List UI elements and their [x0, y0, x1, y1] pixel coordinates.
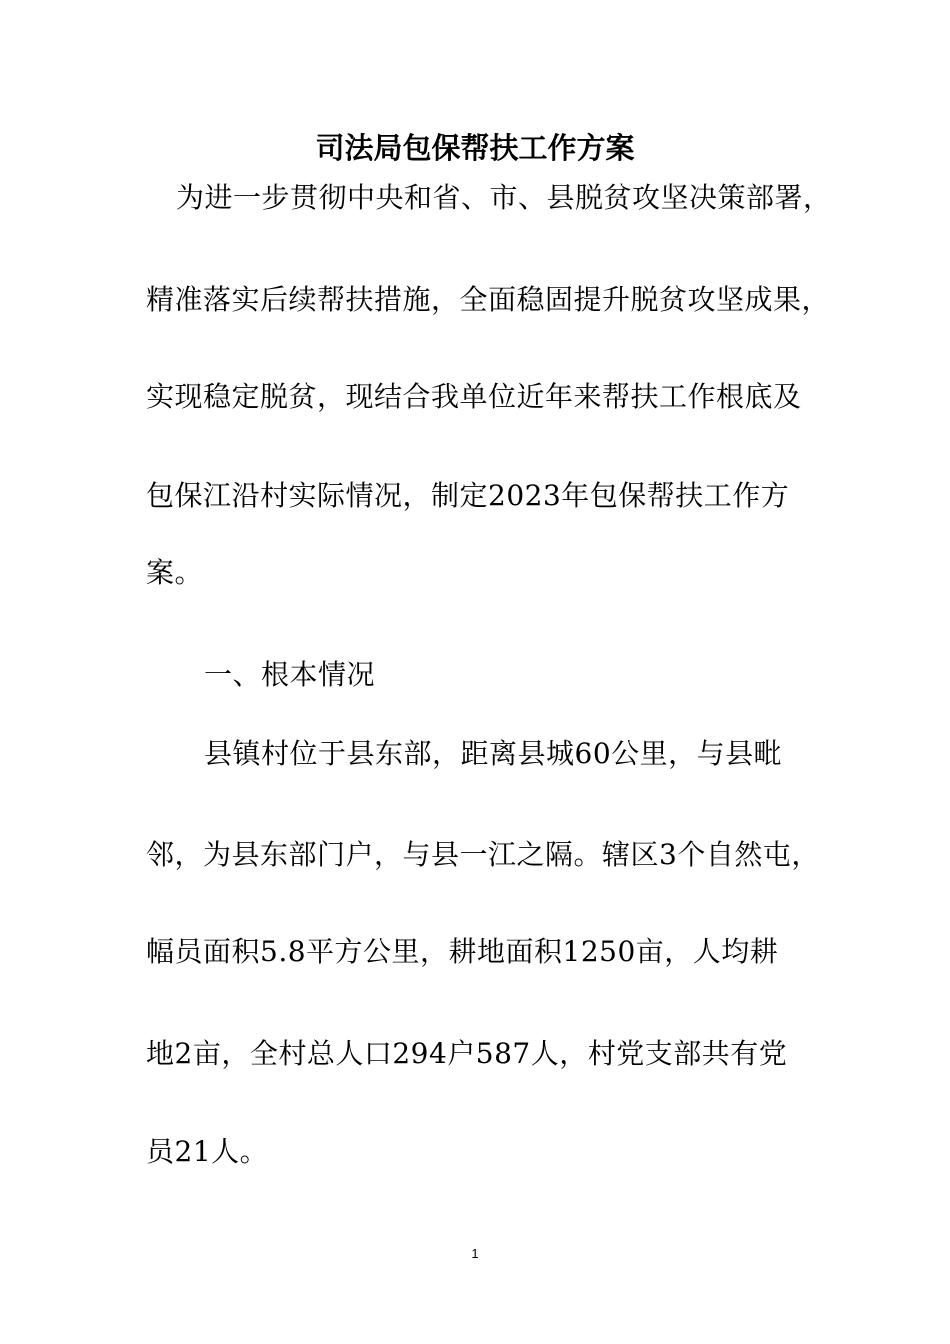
paragraph-line: 实现稳定脱贫，现结合我单位近年来帮扶工作根底及 [146, 380, 802, 413]
paragraph-line: 县镇村位于县东部，距离县城60公里，与县毗 [204, 737, 783, 770]
paragraph-line: 幅员面积5.8平方公里，耕地面积1250亩，人均耕 [146, 935, 779, 968]
paragraph-line: 包保江沿村实际情况，制定2023年包保帮扶工作方 [146, 479, 790, 512]
paragraph-line: 案。 [146, 556, 204, 589]
paragraph-line: 邻，为县东部门户，与县一江之隔。辖区3个自然屯， [146, 838, 820, 871]
document-title: 司法局包保帮扶工作方案 [315, 131, 635, 165]
paragraph-line: 精准落实后续帮扶措施，全面稳固提升脱贫攻坚成果， [146, 283, 831, 316]
paragraph-line: 地2亩，全村总人口294户587人，村党支部共有党 [146, 1037, 788, 1070]
paragraph-line: 为进一步贯彻中央和省、市、县脱贫攻坚决策部署， [176, 181, 832, 214]
page-number: 1 [471, 1246, 479, 1261]
section-heading: 一、根本情况 [204, 658, 376, 691]
paragraph-line: 员21人。 [146, 1135, 269, 1168]
